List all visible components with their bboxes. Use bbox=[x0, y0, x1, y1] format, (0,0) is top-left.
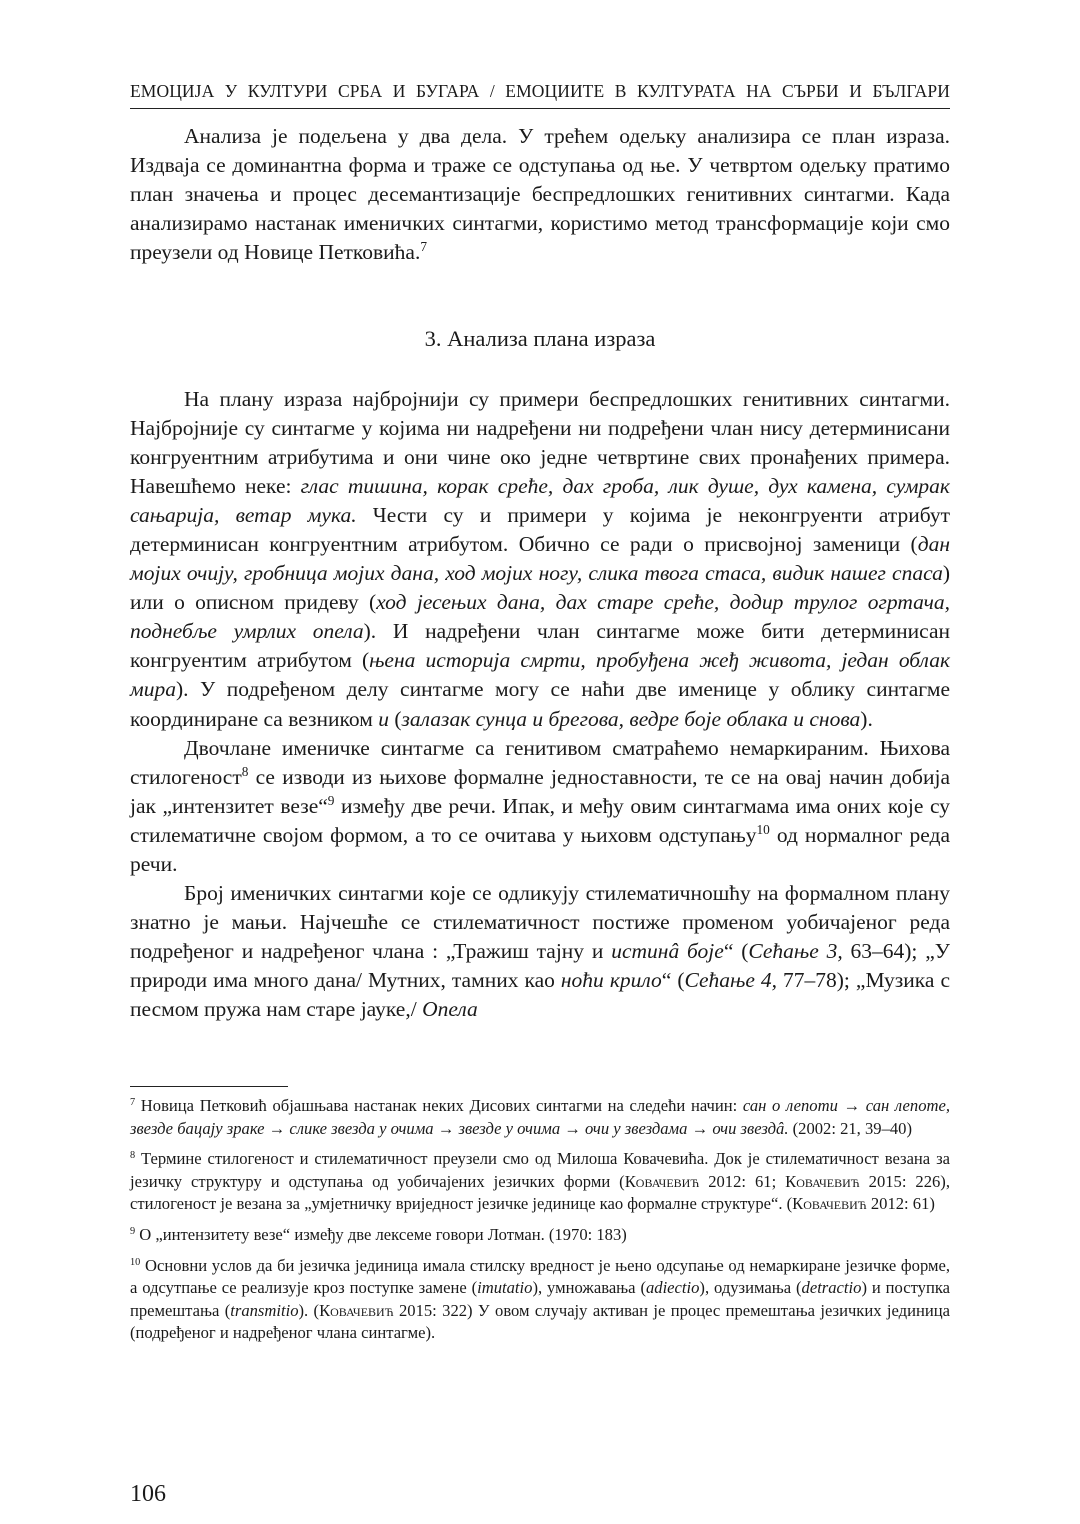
footnote-number: 10 bbox=[130, 1256, 141, 1268]
page-number: 106 bbox=[130, 1481, 166, 1507]
footnote-ref-9[interactable]: 9 bbox=[327, 792, 335, 808]
latin-term: imutatio bbox=[477, 1278, 533, 1298]
text-run: 63–64); „У природи има много дана/ Мутних, тамних као bbox=[130, 938, 951, 992]
intro-paragraph bbox=[130, 122, 950, 267]
intro-block bbox=[130, 122, 950, 267]
text-run: ). ( bbox=[298, 1300, 320, 1320]
footnote-7 bbox=[130, 1095, 950, 1140]
text-run: од нормалног реда речи. bbox=[130, 822, 951, 876]
text-run: 2015: 226), стилогеност је везана за „умјетничку вриједност језичке јединице као формалне структуре“. ( bbox=[130, 1171, 950, 1214]
quote-run: ноћи крило bbox=[560, 967, 662, 992]
text-run: ). У подређеном делу синтагме могу се наћи две именице у облику синтагме координиране са везником bbox=[130, 677, 950, 731]
example-run: залазак сунца и брегова, ведре боје облака и снова bbox=[401, 706, 861, 731]
example-run: дан мојих очију, гробница мојих дана, ход мојих ногу, слика твога стаса, видик нашег спаса bbox=[130, 532, 950, 586]
footnote-ref-8[interactable]: 8 bbox=[241, 763, 249, 779]
source-title: Сећање 4, bbox=[684, 967, 777, 992]
page bbox=[130, 0, 950, 1524]
running-header: ЕМОЦИЈА У КУЛТУРИ СРБА И БУГАРА / ЕМОЦИИТЕ В КУЛТУРАТА НА СЪРБИ И БЪЛГАРИ bbox=[130, 81, 950, 101]
quote-run: истинâ боје bbox=[611, 938, 724, 963]
text-run: између две речи. Ипак, и међу овим синтагмама има оних које су стилематичне својом формом, а то се очитава у њиховм одступању bbox=[130, 793, 950, 847]
text-run: ) и поступка премештања ( bbox=[130, 1278, 950, 1320]
example-run: и bbox=[378, 706, 389, 731]
text-run: ), одузимања ( bbox=[699, 1278, 802, 1298]
paragraph-1 bbox=[130, 385, 950, 734]
text-run: ), умножавања ( bbox=[532, 1278, 646, 1298]
text-run: ). И надређени члан синтагме може бити детерминисан конгруентим атрибутом ( bbox=[130, 619, 950, 673]
text-run: ) или о описном придеву ( bbox=[130, 561, 950, 615]
source-title: Сећање 3, bbox=[748, 938, 843, 963]
text-run: На плану израза најбројнији су примери беспредлошких генитивних синтагми. Најбројније су синтагме у којима ни надређени ни подређени члан нису детерминисани конгруентним атрибутима и они чине око једне четвртине свих пронађених примера. Навешћемо неке: bbox=[130, 387, 950, 499]
text-run: ). bbox=[860, 706, 873, 731]
footnote-number: 7 bbox=[130, 1096, 136, 1108]
text-run: 2015: 322) У овом случају активан је процес премештања језичких јединица (подређеног и надређеног члана синтагме). bbox=[130, 1300, 950, 1343]
latin-term: transmitio bbox=[230, 1300, 299, 1320]
text-run: 2012: 61) bbox=[866, 1194, 935, 1214]
footnote-ref-7[interactable]: 7 bbox=[420, 239, 428, 255]
paragraph-2 bbox=[130, 734, 950, 879]
section-heading: 3. Анализа плана израза bbox=[424, 326, 656, 351]
author-name: Ковачевић bbox=[785, 1171, 860, 1191]
text-run: Двочлане именичке синтагме са генитивом сматраћемо немаркираним. Њихова стилогеност bbox=[130, 735, 950, 789]
text-run: “ ( bbox=[661, 967, 685, 992]
author-name: Ковачевић bbox=[792, 1194, 867, 1214]
text-run: О „интензитету везе“ између две лексеме говори Лотман. (1970: 183) bbox=[135, 1224, 627, 1244]
author-name: Ковачевић bbox=[624, 1171, 700, 1191]
latin-term: adiectio bbox=[645, 1278, 700, 1298]
footnotes bbox=[130, 1095, 950, 1345]
main-text bbox=[130, 385, 950, 1024]
text-run: ( bbox=[388, 706, 402, 731]
text-run: Новица Петковић објашњава настанак неких Дисових синтагми на следећи начин: bbox=[135, 1096, 743, 1115]
footnote-8 bbox=[130, 1148, 950, 1216]
text-run: Број именичких синтагми које се одликују стилематичношћу на формалном плану знатно је мањи. Најчешће се стилематичност постиже променом уобичајеног реда подређеног и надређеног члана : „Тражиш тајну и bbox=[130, 880, 950, 963]
text-run: (2002: 21, 39–40) bbox=[788, 1118, 912, 1138]
text-run: 77–78); „Музика с песмом пружа нам старе јауке,/ bbox=[130, 967, 950, 1021]
example-run: ход јесењих дана, дах старе среће, додир трулог огртача, поднебље умрлих опела bbox=[130, 590, 950, 644]
footnote-number: 8 bbox=[130, 1150, 136, 1162]
header-rule bbox=[130, 108, 950, 109]
latin-term: detractio bbox=[801, 1278, 862, 1298]
text-run: “ ( bbox=[723, 938, 749, 963]
footnote-9 bbox=[130, 1224, 950, 1247]
text-run: 2012: 61; bbox=[699, 1171, 786, 1191]
intro-text: Анализа је подељена у два дела. У трећем одељку анализира се план израза. Издваја се доминантна форма и траже се одступања од ње. У четвртом одељку пратимо план значења и процес десемантизације беспредлошких генитивних синтагми. Када анализирамо настанак именичких синтагми, користимо метод трансформације који смо преузели од Новице Петковића. bbox=[130, 124, 950, 265]
quote-run: Опела bbox=[422, 996, 478, 1021]
text-run: Основни услов да би језичка јединица имала стилску вредност је њено одсупање од немаркиране језичке форме, а одсутпање се реализује кроз поступке замене ( bbox=[130, 1255, 950, 1298]
text-run: Чести су и примери у којима је неконгруенти атрибут детерминисан конгруентним атрибутом. Обично се ради о присвојној заменици ( bbox=[130, 503, 950, 557]
example-run: глас тишина, корак среће, дах гроба, лик душе, дух камена, сумрак сањарија, ветар мука. bbox=[130, 474, 950, 528]
text-run: Термине стилогеност и стилематичност преузели смо од Милоша Ковачевића. Док је стилематичност везана за језичку структуру и одступања од уобичајених језичких форми ( bbox=[130, 1149, 950, 1191]
paragraph-3 bbox=[130, 879, 950, 1024]
example-run: њена историја смрти, пробуђена жеђ живота, један облак мира bbox=[130, 648, 951, 702]
footnote-ref-10[interactable]: 10 bbox=[756, 821, 770, 837]
author-name: Ковачевић bbox=[319, 1300, 394, 1320]
text-run: се изводи из њихове формалне једноставности, те се на овај начин добија јак „интензитет везе“ bbox=[130, 764, 950, 818]
footnote-number: 9 bbox=[130, 1225, 136, 1237]
footnote-rule bbox=[130, 1086, 288, 1087]
example-run: сан о лепоти → сан лепоте, звезде бацају зраке → слике звезда у очима → звезде у очима → очи у звездама → очи звездâ. bbox=[130, 1096, 950, 1138]
footnote-10 bbox=[130, 1255, 950, 1345]
